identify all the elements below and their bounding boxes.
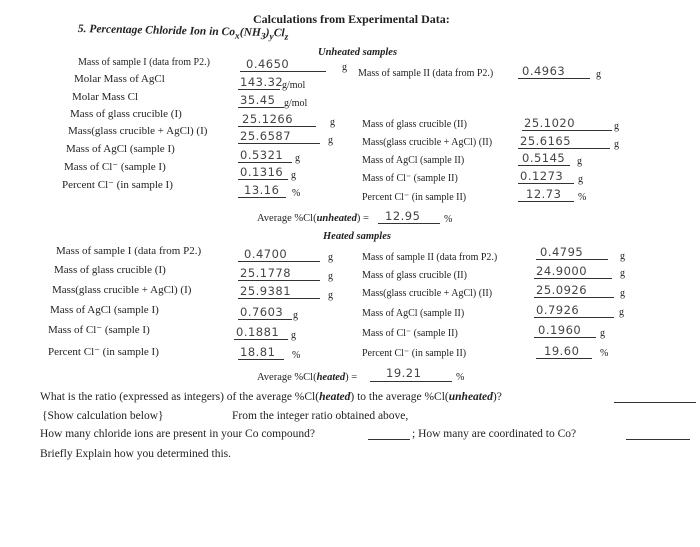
heated-s1-cl-unit: g	[291, 330, 296, 341]
integer-ratio-note: From the integer ratio obtained above,	[232, 410, 409, 422]
unheated-average-value: 12.95	[385, 209, 421, 223]
heated-average-label: Average %Cl(heated) =	[257, 372, 358, 383]
question-ratio	[40, 391, 502, 404]
unheated-s2-agcl-unit: g	[577, 156, 582, 167]
unheated-s1-agcl-label: Mass of AgCl (sample I)	[66, 143, 175, 155]
q1-part-a: What is the ratio (expressed as integers) of the average %Cl(	[40, 391, 320, 403]
heated-s2-cl-line	[534, 337, 596, 338]
unheated-s1-agcl-unit: g	[295, 153, 300, 164]
unheated-s1-pct-value: 13.16	[244, 183, 280, 197]
heated-average-value: 19.21	[386, 366, 422, 380]
question-chloride-count: How many chloride ions are present in your Co compound?	[40, 428, 315, 440]
unheated-s1-mass-unit: g	[342, 62, 347, 73]
unheated-s1-cl-line	[238, 179, 288, 180]
heated-s1-pct-value: 18.81	[240, 345, 276, 359]
unheated-s2-agcl-label: Mass of AgCl (sample II)	[362, 155, 465, 166]
unheated-molar-cl-unit: g/mol	[284, 98, 308, 109]
unheated-s2-glass-value: 25.1020	[524, 116, 576, 130]
unheated-s1-glass-agcl-label: Mass(glass crucible + AgCl) (I)	[68, 125, 208, 137]
heated-s1-pct-unit: %	[292, 350, 301, 361]
subtitle-cl: Cl	[273, 27, 285, 40]
unheated-molar-agcl-line	[238, 89, 280, 90]
unheated-s1-glass-line	[238, 126, 316, 127]
unheated-molar-cl-label: Molar Mass Cl	[72, 91, 138, 103]
heated-s1-glass-label: Mass of glass crucible (I)	[54, 264, 166, 276]
heated-s1-cl-value: 0.1881	[236, 325, 280, 339]
question-explain: Briefly Explain how you determined this.	[40, 448, 231, 460]
unheated-s2-cl-line	[518, 183, 574, 184]
heated-s2-glass-agcl-line	[534, 297, 614, 298]
unheated-s1-glass-label: Mass of glass crucible (I)	[70, 108, 182, 120]
unheated-s2-cl-label: Mass of Cl⁻ (sample II)	[362, 173, 458, 184]
unheated-s1-mass-label: Mass of sample I (data from P2.)	[78, 57, 210, 68]
heated-s2-pct-unit: %	[600, 348, 609, 359]
heated-average-line	[370, 381, 452, 382]
coordinated-count-answer-line[interactable]	[626, 439, 690, 440]
unheated-s2-pct-value: 12.73	[526, 187, 562, 201]
heated-s2-glass-label: Mass of glass crucible (II)	[362, 270, 467, 281]
unheated-molar-cl-line	[238, 107, 284, 108]
heated-s2-pct-value: 19.60	[544, 344, 580, 358]
unheated-s1-glass-agcl-value: 25.6587	[240, 129, 292, 143]
unheated-s2-glass-agcl-unit: g	[614, 139, 619, 150]
subtitle-sub-y: y	[269, 31, 274, 43]
unheated-s2-glass-agcl-label: Mass(glass crucible + AgCl) (II)	[362, 137, 493, 148]
unheated-s1-cl-unit: g	[291, 170, 296, 181]
heated-s2-pct-line	[536, 358, 592, 359]
unheated-s1-glass-agcl-unit: g	[328, 135, 333, 146]
unheated-s2-glass-unit: g	[614, 121, 619, 132]
heated-s1-glass-value: 25.1778	[240, 266, 292, 280]
unheated-s1-mass-value: 0.4650	[246, 57, 290, 71]
unheated-molar-agcl-label: Molar Mass of AgCl	[74, 73, 165, 85]
section-title	[78, 23, 289, 44]
heated-s2-mass-unit: g	[620, 251, 625, 262]
heated-s2-agcl-label: Mass of AgCl (sample II)	[362, 308, 465, 319]
unheated-s1-cl-label: Mass of Cl⁻ (sample I)	[64, 161, 166, 173]
heated-s1-glass-agcl-line	[238, 298, 320, 299]
heated-s2-cl-unit: g	[600, 328, 605, 339]
unheated-s2-mass-line	[518, 78, 590, 79]
heated-s1-agcl-unit: g	[293, 310, 298, 321]
heated-s1-glass-agcl-unit: g	[328, 290, 333, 301]
heated-s1-glass-line	[238, 280, 320, 281]
heated-s2-glass-value: 24.9000	[536, 264, 588, 278]
heated-s2-mass-label: Mass of sample II (data from P2.)	[362, 252, 498, 263]
heated-s2-mass-value: 0.4795	[540, 245, 584, 259]
heated-s2-mass-line	[536, 259, 608, 260]
q1-part-b: ) to the average %Cl(	[350, 391, 449, 403]
unheated-s2-agcl-value: 0.5145	[522, 151, 566, 165]
unheated-s2-pct-line	[518, 201, 574, 202]
unheated-heading: Unheated samples	[318, 47, 398, 58]
unheated-average-label: Average %Cl(unheated) =	[257, 213, 369, 224]
heated-s1-mass-value: 0.4700	[244, 247, 288, 261]
q1-part-c: )?	[492, 391, 502, 403]
unheated-s2-mass-value: 0.4963	[522, 64, 566, 78]
unheated-s1-mass-line	[240, 71, 326, 72]
heated-average-unit: %	[456, 372, 465, 383]
unheated-molar-cl-value: 35.45	[240, 93, 276, 107]
heated-s1-agcl-label: Mass of AgCl (sample I)	[50, 304, 159, 316]
chloride-count-answer-line[interactable]	[368, 439, 410, 440]
heated-heading: Heated samples	[323, 231, 391, 242]
unheated-s2-mass-label: Mass of sample II (data from P2.)	[358, 68, 494, 79]
heated-s2-agcl-line	[534, 317, 614, 318]
unheated-s1-glass-agcl-line	[238, 143, 320, 144]
heated-s2-pct-label: Percent Cl⁻ (in sample II)	[362, 348, 467, 359]
heated-s2-glass-line	[534, 278, 612, 279]
heated-s1-cl-line	[234, 339, 288, 340]
unheated-average-unit: %	[444, 214, 453, 225]
heated-s2-agcl-value: 0.7926	[536, 303, 580, 317]
unheated-s2-glass-agcl-line	[518, 148, 610, 149]
q1-heated: heated	[319, 391, 351, 403]
subtitle-sub-z: z	[284, 31, 289, 43]
heated-s2-glass-unit: g	[620, 268, 625, 279]
heated-s1-glass-unit: g	[328, 271, 333, 282]
heated-s1-mass-label: Mass of sample I (data from P2.)	[56, 245, 202, 257]
show-calc-note: {Show calculation below}	[42, 410, 164, 422]
unheated-s1-pct-line	[238, 197, 286, 198]
unheated-s2-cl-unit: g	[578, 174, 583, 185]
page-title: Calculations from Experimental Data:	[253, 12, 450, 26]
heated-s1-cl-label: Mass of Cl⁻ (sample I)	[48, 324, 150, 336]
heated-s1-agcl-line	[238, 319, 292, 320]
heated-s2-cl-value: 0.1960	[538, 323, 582, 337]
heated-s2-glass-agcl-value: 25.0926	[536, 283, 588, 297]
heated-s1-glass-agcl-label: Mass(glass crucible + AgCl) (I)	[52, 284, 192, 296]
unheated-s2-mass-unit: g	[596, 69, 601, 80]
unheated-s1-glass-value: 25.1266	[242, 112, 294, 126]
subtitle-sub-3: 3	[260, 31, 266, 43]
unheated-s2-cl-value: 0.1273	[520, 169, 564, 183]
unheated-s2-pct-label: Percent Cl⁻ (in sample II)	[362, 192, 467, 203]
unheated-average-line	[378, 223, 440, 224]
subtitle-mid: (NH	[239, 26, 262, 39]
unheated-s1-agcl-line	[238, 162, 292, 163]
unheated-s2-glass-agcl-value: 25.6165	[520, 134, 572, 148]
heated-s1-glass-agcl-value: 25.9381	[240, 284, 292, 298]
heated-s1-pct-line	[238, 359, 284, 360]
heated-s2-glass-agcl-label: Mass(glass crucible + AgCl) (II)	[362, 288, 493, 299]
unheated-s1-cl-value: 0.1316	[240, 165, 284, 179]
unheated-molar-agcl-unit: g/mol	[282, 80, 306, 91]
question-coordinated-count: ; How many are coordinated to Co?	[412, 428, 577, 440]
unheated-s1-pct-label: Percent Cl⁻ (in sample I)	[62, 179, 173, 191]
heated-s1-agcl-value: 0.7603	[240, 305, 284, 319]
q1-unheated: unheated	[448, 391, 493, 403]
unheated-s2-agcl-line	[518, 165, 570, 166]
unheated-s1-glass-unit: g	[330, 117, 335, 128]
unheated-molar-agcl-value: 143.32	[240, 75, 284, 89]
heated-s2-cl-label: Mass of Cl⁻ (sample II)	[362, 328, 458, 339]
ratio-answer-line[interactable]	[614, 402, 696, 403]
unheated-s1-agcl-value: 0.5321	[240, 148, 284, 162]
heated-s2-agcl-unit: g	[619, 307, 624, 318]
unheated-s2-glass-label: Mass of glass crucible (II)	[362, 119, 467, 130]
unheated-s2-glass-line	[522, 130, 612, 131]
unheated-s1-pct-unit: %	[292, 188, 301, 199]
heated-s1-pct-label: Percent Cl⁻ (in sample I)	[48, 346, 159, 358]
subtitle-sub-x: x	[234, 30, 240, 42]
subtitle-prefix: 5. Percentage Chloride Ion in Co	[77, 23, 236, 39]
heated-s2-glass-agcl-unit: g	[620, 288, 625, 299]
heated-s1-mass-unit: g	[328, 252, 333, 263]
subtitle-paren: )	[265, 26, 270, 40]
unheated-s2-pct-unit: %	[578, 192, 587, 203]
heated-s1-mass-line	[238, 261, 320, 262]
